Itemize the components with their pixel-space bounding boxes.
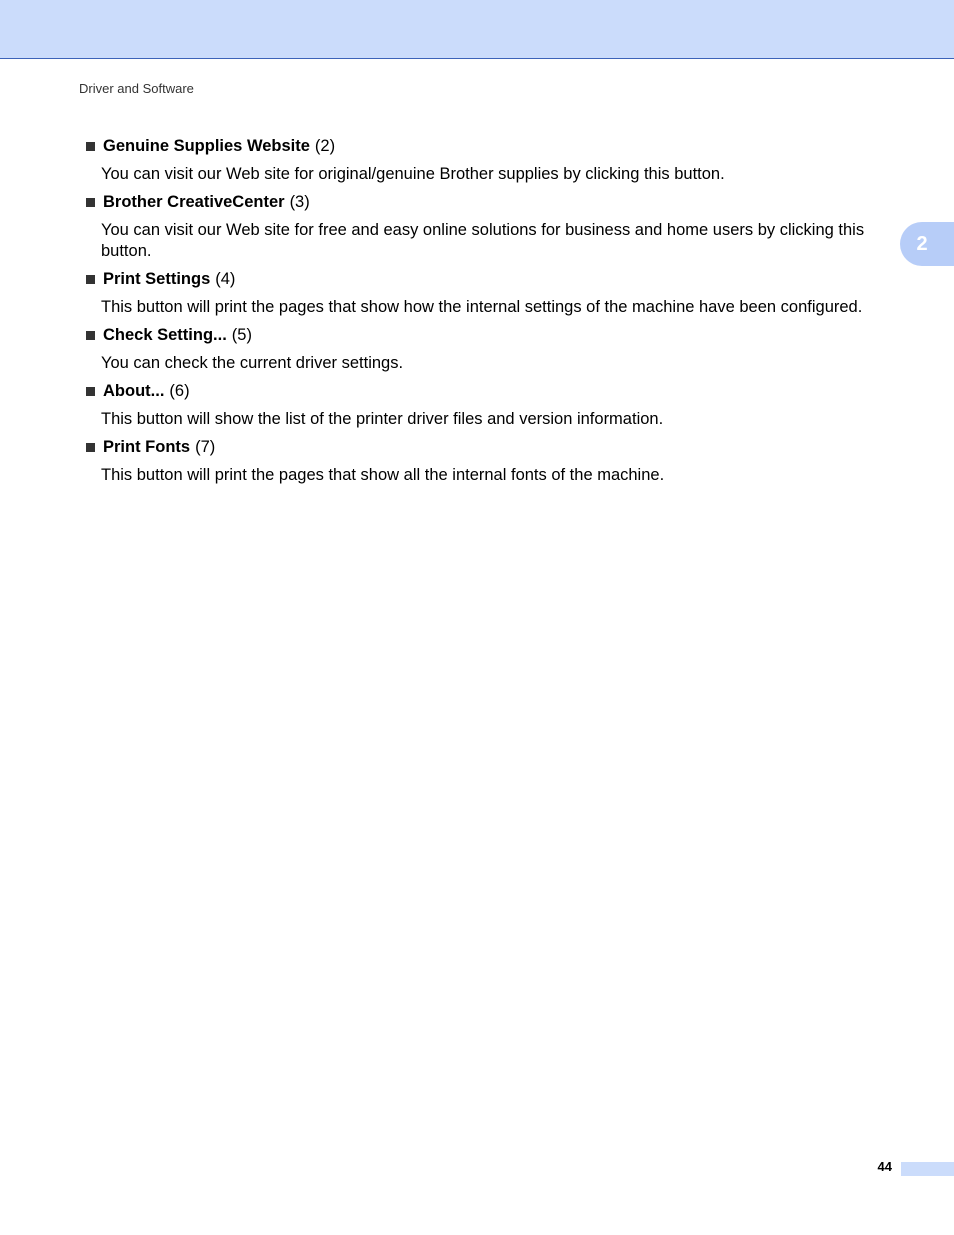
item-heading — [84, 437, 894, 458]
item-heading — [84, 381, 894, 402]
list-item — [84, 437, 894, 486]
item-title: Check Setting... — [103, 326, 227, 344]
item-description: This button will show the list of the printer driver files and version information. — [101, 410, 664, 428]
square-bullet-icon — [86, 142, 95, 151]
item-title: About... — [103, 382, 165, 400]
item-heading — [84, 325, 894, 346]
square-bullet-icon — [86, 443, 95, 452]
item-description: This button will print the pages that show all the internal fonts of the machine. — [101, 466, 665, 484]
square-bullet-icon — [86, 331, 95, 340]
list-item — [84, 269, 894, 318]
item-title: Brother CreativeCenter — [103, 193, 285, 211]
item-number: (4) — [215, 270, 236, 288]
item-number: (7) — [195, 438, 216, 456]
list-item — [84, 136, 894, 185]
item-title: Genuine Supplies Website — [103, 137, 310, 155]
item-number: (6) — [169, 382, 190, 400]
item-heading — [84, 136, 894, 157]
top-banner — [0, 0, 954, 59]
item-description: You can check the current driver settings. — [101, 354, 404, 372]
item-list — [84, 136, 894, 493]
list-item — [84, 325, 894, 374]
item-heading — [84, 269, 894, 290]
item-title: Print Fonts — [103, 438, 191, 456]
item-heading — [84, 192, 894, 213]
item-number: (2) — [314, 137, 336, 155]
item-title: Print Settings — [103, 270, 211, 288]
list-item — [84, 192, 894, 262]
list-item — [84, 381, 894, 430]
running-head: Driver and Software — [79, 81, 194, 96]
footer-bar — [901, 1162, 954, 1176]
item-description: You can visit our Web site for free and easy online solutions for business and home users by clicking this button. — [101, 221, 865, 260]
square-bullet-icon — [86, 275, 95, 284]
chapter-tab — [900, 222, 954, 266]
item-description: You can visit our Web site for original/genuine Brother supplies by clicking this button. — [101, 165, 725, 183]
page-number: 44 — [877, 1159, 892, 1174]
square-bullet-icon — [86, 387, 95, 396]
chapter-number: 2 — [916, 232, 928, 255]
item-number: (3) — [289, 193, 310, 211]
item-description: This button will print the pages that show how the internal settings of the machine have been configured. — [101, 298, 863, 316]
square-bullet-icon — [86, 198, 95, 207]
item-number: (5) — [231, 326, 252, 344]
